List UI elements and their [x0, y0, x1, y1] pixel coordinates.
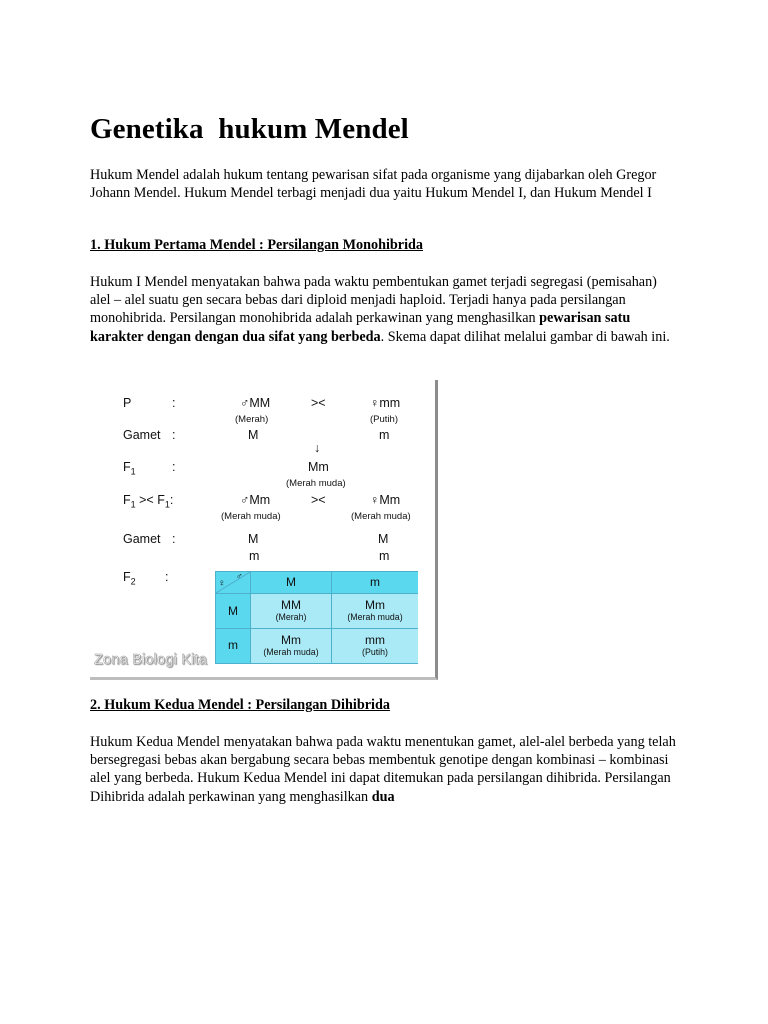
colon-f1: : [172, 460, 176, 474]
gamet2-male-1: M [248, 532, 259, 546]
f1-genotype: Mm [308, 460, 329, 474]
down-arrow-icon: ↓ [314, 441, 321, 455]
f1cross-colon: : [169, 493, 174, 507]
f2-letter: F [123, 570, 131, 584]
p-male-phenotype: (Merah) [235, 414, 269, 425]
f1-subscript: 1 [130, 466, 136, 477]
section-1-heading: 1. Hukum Pertama Mendel : Persilangan Monohibrida [90, 237, 424, 253]
section-2-paragraph [90, 733, 680, 806]
label-f1 [123, 460, 136, 477]
punnett-square [215, 571, 418, 664]
f1cross-male-genotype: ♂Mm [240, 493, 271, 507]
punnett-col-header-1: M [251, 572, 332, 594]
f1-letter: F [123, 460, 131, 474]
punnett-corner [216, 572, 251, 594]
cell-21-genotype: Mm [281, 633, 301, 647]
colon-p: : [172, 396, 176, 410]
section-1-text-a: Hukum I Mendel menyatakan bahwa pada waktu pembentukan gamet terjadi segregasi (pemisahan) alel – alel suatu gen secara bebas dari diploid menjadi haploid. Terjadi hanya pada persilangan monohibrida. Persilangan monohibrida adalah perkawinan yang menghasilkan [90, 274, 657, 327]
p-cross-sign: >< [311, 396, 326, 410]
intro-paragraph: Hukum Mendel adalah hukum tentang pewarisan sifat pada organisme yang dijabarkan oleh Gregor Johann Mendel. Hukum Mendel terbagi menjadi dua yaitu Hukum Mendel I, dan Hukum Mendel I [90, 167, 657, 202]
f1cross-female-phenotype: (Merah muda) [351, 511, 411, 522]
punnett-row-header-2: m [216, 629, 251, 663]
cell-12-phenotype: (Merah muda) [347, 612, 403, 622]
colon-f2: : [165, 570, 169, 584]
gamet-male: M [248, 428, 259, 442]
section-1-text-bold: pewarisan satu karakter dengan dengan dua sifat yang berbeda [90, 310, 631, 345]
cell-12-genotype: Mm [365, 598, 385, 612]
gamet2-female-1: M [378, 532, 389, 546]
p-female-genotype: ♀mm [370, 396, 401, 410]
watermark: Zona Biologi Kita [94, 652, 208, 668]
section-1-paragraph [90, 273, 680, 346]
section-1-text-b: . Skema dapat dilihat melalui gambar di bawah ini. [380, 328, 670, 345]
f1cross-sub-1: 1 [130, 499, 136, 510]
colon-gamet-2: : [172, 532, 176, 546]
label-f2 [123, 570, 136, 587]
label-p: P [123, 396, 132, 410]
female-symbol-icon: ♀ [218, 578, 226, 589]
section-2-text-bold: dua [371, 788, 395, 805]
punnett-row-header-1: M [216, 594, 251, 629]
punnett-cell-12 [332, 594, 418, 629]
f1cross-male-phenotype: (Merah muda) [221, 511, 281, 522]
punnett-col-header-2: m [332, 572, 418, 594]
gamet2-male-2: m [249, 549, 260, 563]
section-2-heading: 2. Hukum Kedua Mendel : Persilangan Dihibrida [90, 697, 390, 713]
male-symbol-icon: ♂ [236, 571, 243, 581]
monohybrid-cross-diagram [90, 380, 438, 680]
gamet-female: m [379, 428, 390, 442]
f2-subscript: 2 [130, 576, 136, 587]
cell-21-phenotype: (Merah muda) [263, 647, 319, 657]
f1cross-female-genotype: ♀Mm [370, 493, 401, 507]
label-gamet: Gamet [123, 428, 161, 442]
label-f1-cross [123, 493, 173, 510]
f1-phenotype: (Merah muda) [286, 478, 346, 489]
label-gamet-2: Gamet [123, 532, 161, 546]
p-female-phenotype: (Putih) [370, 414, 398, 425]
cell-11-phenotype: (Merah) [275, 612, 307, 622]
f1cross-middle: >< F [135, 493, 165, 507]
f1cross-sub-2: 1 [164, 499, 170, 510]
colon-gamet: : [172, 428, 176, 442]
gamet2-female-2: m [379, 549, 390, 563]
punnett-cell-21 [251, 629, 332, 663]
page-title: Genetika hukum Mendel [90, 113, 409, 145]
cell-11-genotype: MM [281, 598, 301, 612]
cell-22-genotype: mm [365, 633, 385, 647]
cell-22-phenotype: (Putih) [362, 647, 388, 657]
p-male-genotype: ♂MM [240, 396, 271, 410]
f1cross-sign: >< [311, 493, 326, 507]
punnett-cell-22 [332, 629, 418, 663]
f1cross-letter-a: F [123, 493, 131, 507]
section-2-text-a: Hukum Kedua Mendel menyatakan bahwa pada waktu menentukan gamet, alel-alel berbeda yang telah bersegregasi bebas akan bergabung secara bebas membentuk genotipe dengan kombinasi – kombinasi alel yang berbeda. Hukum Kedua Mendel ini dapat ditemukan pada persilangan dihibrida. Persilangan Dihibrida adalah perkawinan yang menghasilkan [90, 734, 676, 805]
punnett-cell-mm-dominant [251, 594, 332, 629]
